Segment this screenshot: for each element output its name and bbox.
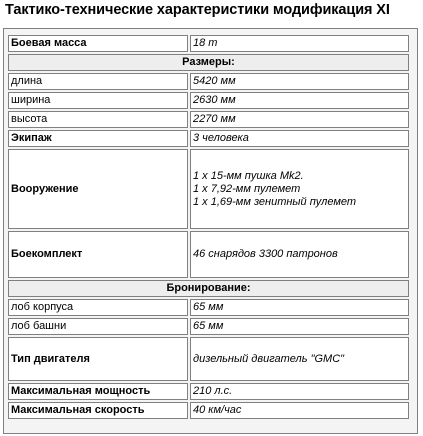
row-label: Максимальная мощность [8, 383, 188, 400]
row-label: лоб корпуса [8, 299, 188, 316]
table-row [8, 92, 409, 109]
armament-line: 1 х 1,69-мм зенитный пулемет [193, 195, 357, 208]
row-value: 2270 мм [190, 111, 409, 128]
row-label: длина [8, 73, 188, 90]
row-label: высота [8, 111, 188, 128]
row-value: 65 мм [190, 318, 409, 335]
table-row [8, 318, 409, 335]
row-label: ширина [8, 92, 188, 109]
row-label: Боевая масса [8, 35, 188, 52]
row-value: 18 т [190, 35, 409, 52]
row-label: Экипаж [8, 130, 188, 147]
row-value [190, 149, 409, 229]
row-value: 46 снарядов 3300 патронов [190, 231, 409, 278]
table-row [8, 35, 409, 52]
section-row [8, 54, 409, 71]
table-row [8, 130, 409, 147]
section-row [8, 280, 409, 297]
page-title: Тактико-технические характеристики модификация XI [5, 2, 390, 18]
table-row [8, 73, 409, 90]
table-row [8, 299, 409, 316]
table-row [8, 402, 409, 419]
specs-table [6, 33, 411, 421]
row-value: 40 км/час [190, 402, 409, 419]
table-row [8, 231, 409, 278]
row-label: Тип двигателя [8, 337, 188, 381]
row-value: 5420 мм [190, 73, 409, 90]
row-label: Максимальная скорость [8, 402, 188, 419]
row-value: 210 л.с. [190, 383, 409, 400]
table-row [8, 111, 409, 128]
section-header: Бронирование: [8, 280, 409, 297]
row-value: 65 мм [190, 299, 409, 316]
armament-line: 1 х 7,92-мм пулемет [193, 182, 301, 195]
section-header: Размеры: [8, 54, 409, 71]
row-value: 2630 мм [190, 92, 409, 109]
row-label: лоб башни [8, 318, 188, 335]
row-value: дизельный двигатель "GMC" [190, 337, 409, 381]
armament-line: 1 х 15-мм пушка Mk2. [193, 169, 304, 182]
table-row [8, 149, 409, 229]
table-row [8, 383, 409, 400]
row-label: Боекомплект [8, 231, 188, 278]
table-row [8, 337, 409, 381]
row-label: Вооружение [8, 149, 188, 229]
row-value: 3 человека [190, 130, 409, 147]
